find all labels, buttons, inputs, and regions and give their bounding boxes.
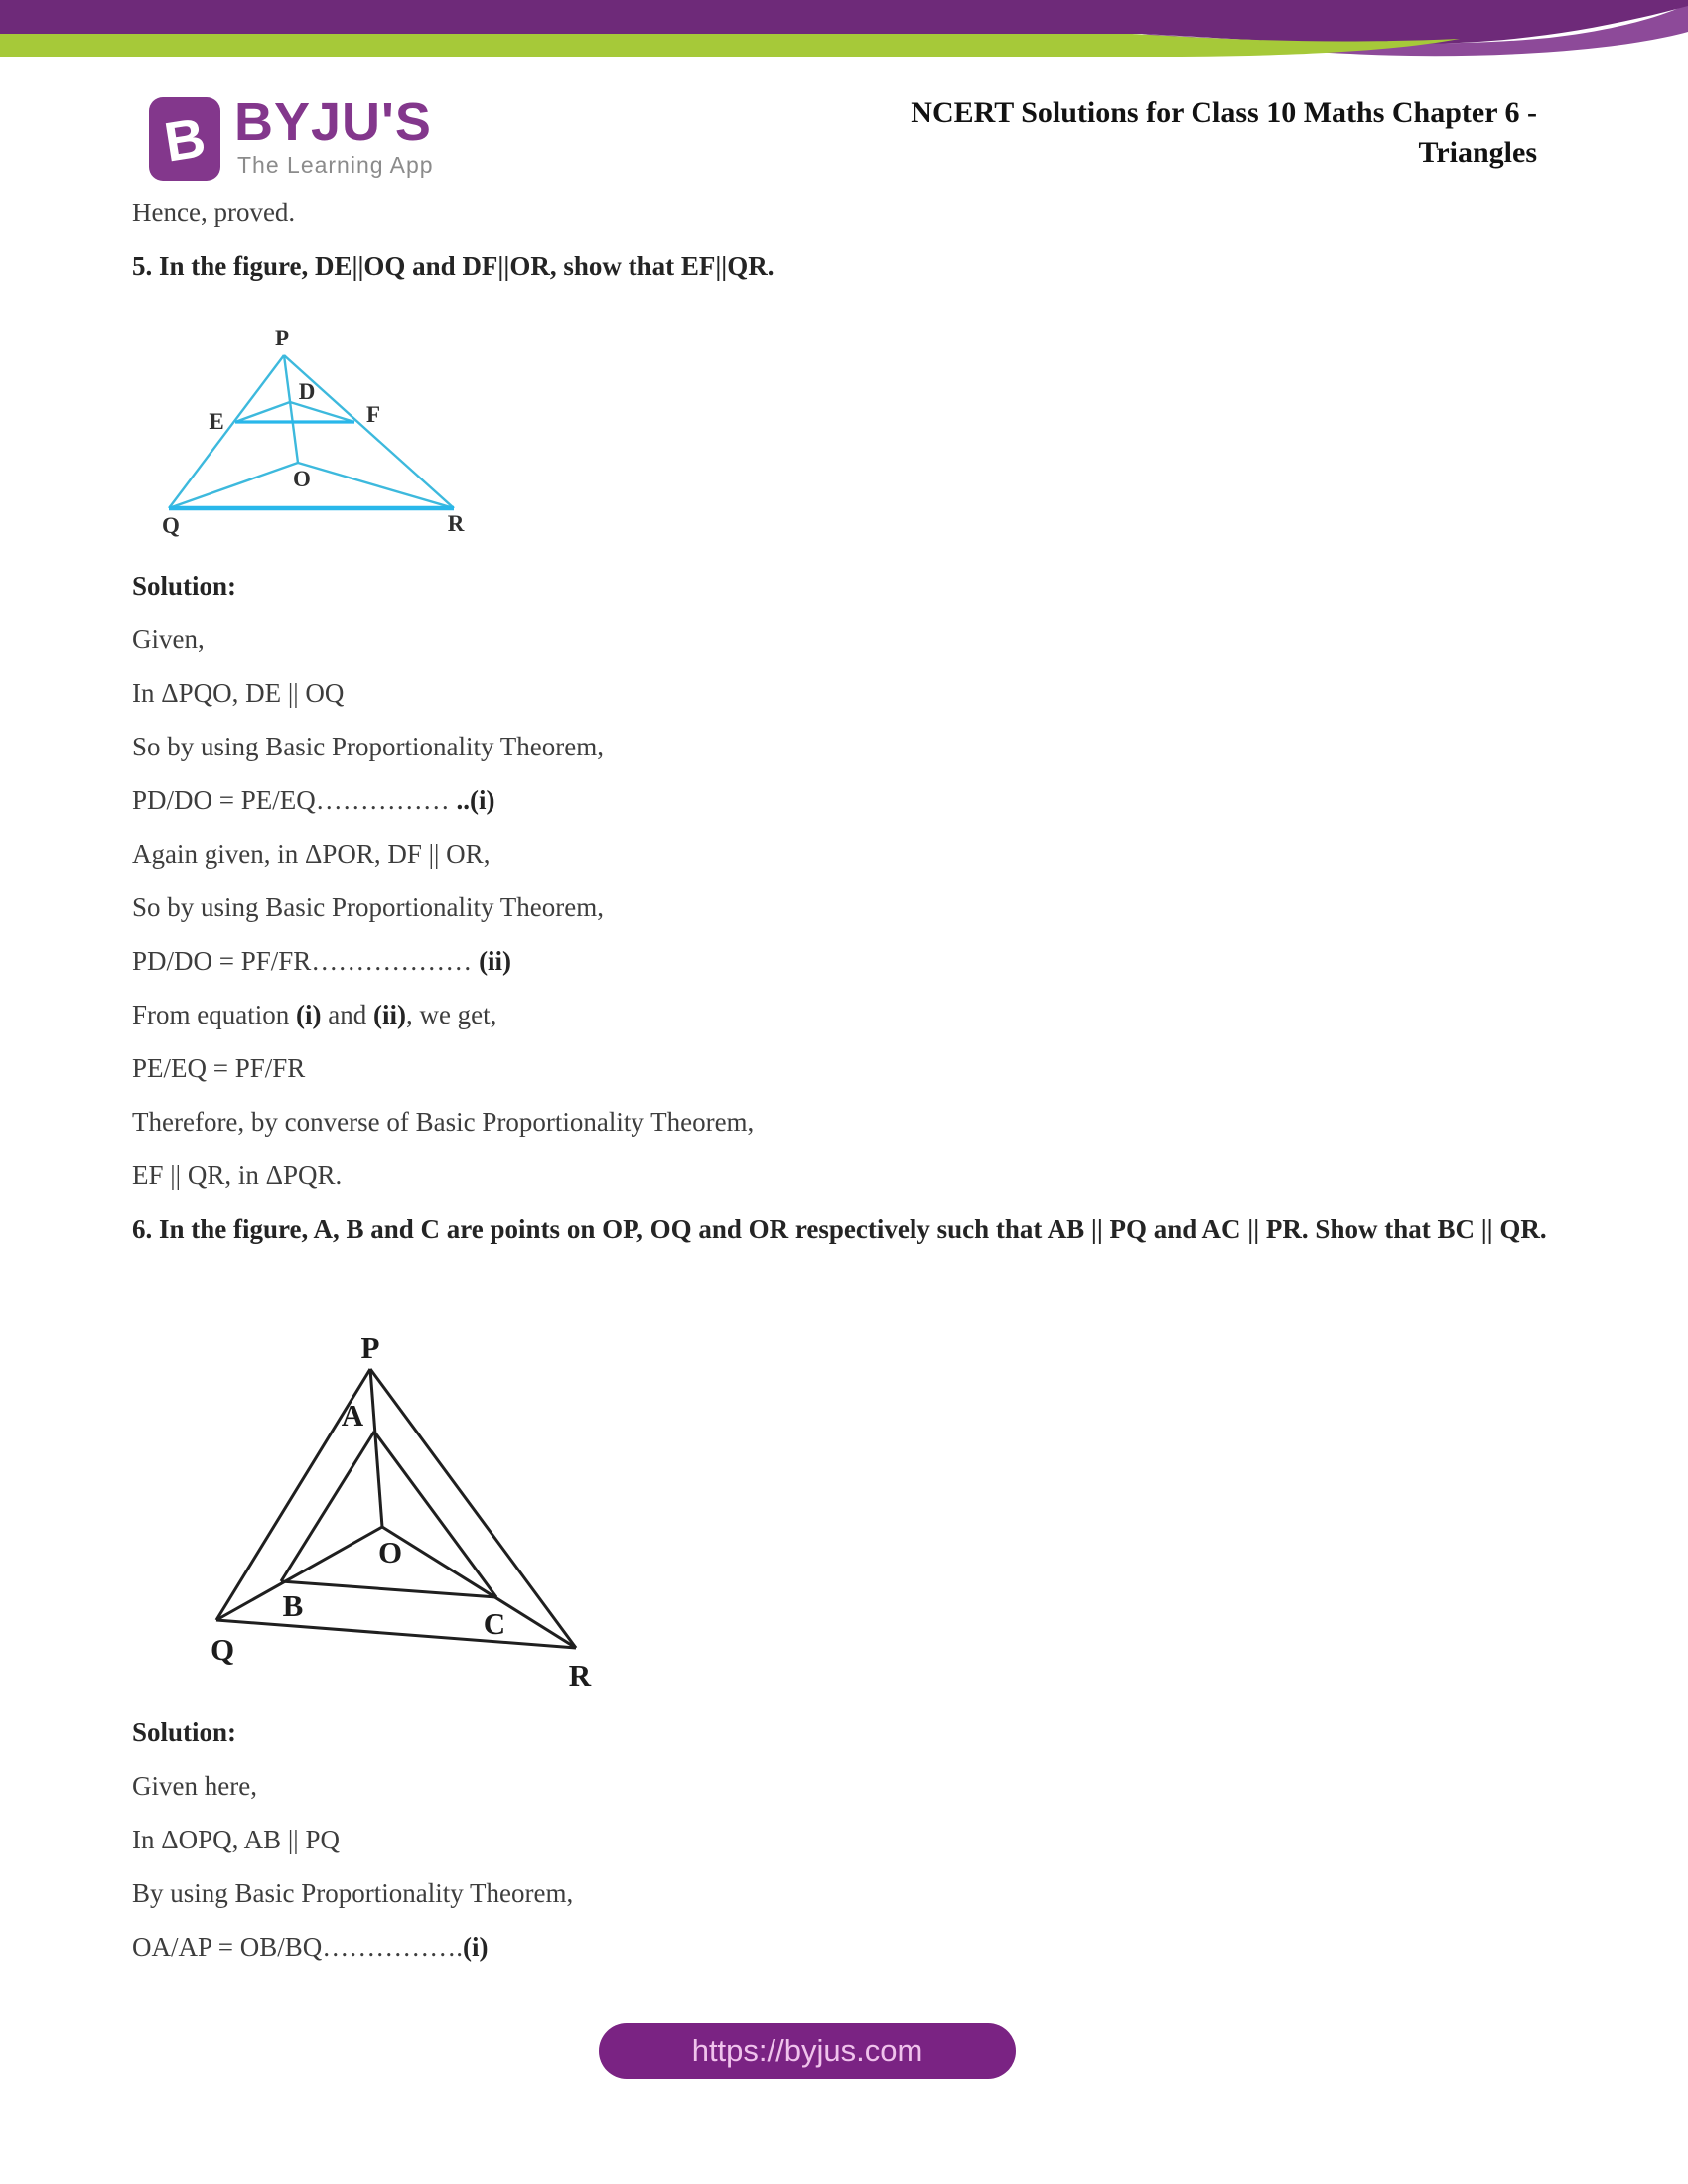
text-segment: EF || QR, in ΔPQR. [132,1160,343,1190]
text-segment: Therefore, by converse of Basic Proportionality Theorem, [132,1107,755,1137]
text-segment: and [321,1000,373,1029]
text-segment: Solution: [132,1717,237,1747]
text-segment: In ΔOPQ, AB || PQ [132,1825,340,1854]
text-segment: PE/EQ = PF/FR [132,1053,306,1083]
text-segment: OA/AP = OB/BQ……………. [132,1932,464,1962]
text-segment: ..(i) [456,785,495,815]
text-segment: 5. In the figure, DE||OQ and DF||OR, show that EF||QR. [132,251,774,281]
text-block-1 [132,195,1562,302]
figure1-label-D: D [298,379,316,404]
text-segment: 6. In the figure, A, B and C are points on OP, OQ and OR respectively such that AB || PQ and AC || PR. Show that BC || QR. [132,1214,1547,1244]
text-block-3 [132,1714,1562,1982]
logo-icon-letter: B [160,105,210,174]
solution-text [132,1104,1562,1140]
question-text [132,1714,1562,1750]
page-title-line1: NCERT Solutions for Class 10 Maths Chapter 6 - [911,96,1537,129]
figure2-label-R: R [568,1658,592,1693]
text-segment: PD/DO = PF/FR……………… [132,946,480,976]
text-segment: So by using Basic Proportionality Theorem, [132,892,604,922]
figure1-label-R: R [447,511,465,536]
line-PR [370,1369,576,1648]
question-text [132,248,1562,284]
page-title-line2: Triangles [1418,136,1537,169]
solution-text [132,782,1562,818]
figure1-label-P: P [274,326,290,350]
line-OR [298,463,454,508]
solution-text [132,729,1562,764]
byjus-url-text: https://byjus.com [691,2033,923,2068]
figure1-label-O: O [293,467,311,491]
question-text [132,568,1562,604]
line-PQ [169,355,284,508]
figure2-lines [216,1369,576,1648]
figure2-label-C: C [483,1606,506,1641]
solution-text [132,889,1562,925]
solution-text [132,195,1562,230]
text-segment: (i) [295,1000,322,1029]
figure-triangle-pqr-abc [149,1318,645,1706]
question-text [132,1211,1562,1247]
text-segment: (ii) [372,1000,406,1029]
header-banner [0,0,1688,69]
line-QR [216,1620,576,1648]
figure2-label-O: O [377,1535,403,1570]
figure1-label-F: F [365,402,381,427]
text-block-2 [132,568,1562,1265]
line-OQ [169,463,298,508]
text-segment: Solution: [132,571,237,601]
text-segment: Given here, [132,1771,257,1801]
solution-text [132,621,1562,657]
solution-text [132,1929,1562,1965]
byjus-tagline: The Learning App [237,152,434,178]
solution-text [132,997,1562,1032]
figure1-label-Q: Q [162,513,180,538]
byjus-logo-icon [149,97,220,181]
figure2-label-P: P [360,1330,380,1365]
text-segment: (i) [463,1932,489,1962]
text-segment: Hence, proved. [132,198,296,227]
solution-text [132,1158,1562,1193]
text-segment: By using Basic Proportionality Theorem, [132,1878,574,1908]
solution-text [132,943,1562,979]
line-PO-through-A [370,1369,382,1527]
byjus-wordmark: BYJU'S [234,92,432,152]
text-segment: , we get, [405,1000,497,1029]
line-OR-through-C [382,1527,576,1648]
text-segment: PD/DO = PE/EQ…………… [132,785,457,815]
figure2-label-Q: Q [210,1632,235,1667]
text-segment: In ΔPQO, DE || OQ [132,678,345,708]
text-segment: From equation [132,1000,296,1029]
solution-text [132,1822,1562,1857]
solution-text [132,1875,1562,1911]
text-segment: (ii) [479,946,512,976]
line-ED [235,402,290,422]
figure2-label-B: B [282,1588,304,1623]
solution-text [132,1768,1562,1804]
text-segment: Given, [132,624,205,654]
line-BC [281,1581,496,1597]
byjus-url-link[interactable] [599,2023,1016,2079]
line-PO [284,355,298,463]
figure-triangle-pqr-def [147,320,504,553]
text-segment: So by using Basic Proportionality Theorem, [132,732,604,761]
solution-text [132,1050,1562,1086]
solution-text [132,675,1562,711]
page-title [911,93,1537,173]
text-segment: Again given, in ΔPOR, DF || OR, [132,839,491,869]
figure1-label-E: E [209,409,224,434]
solution-text [132,836,1562,872]
figure2-label-A: A [341,1398,364,1433]
line-DF [290,402,354,422]
